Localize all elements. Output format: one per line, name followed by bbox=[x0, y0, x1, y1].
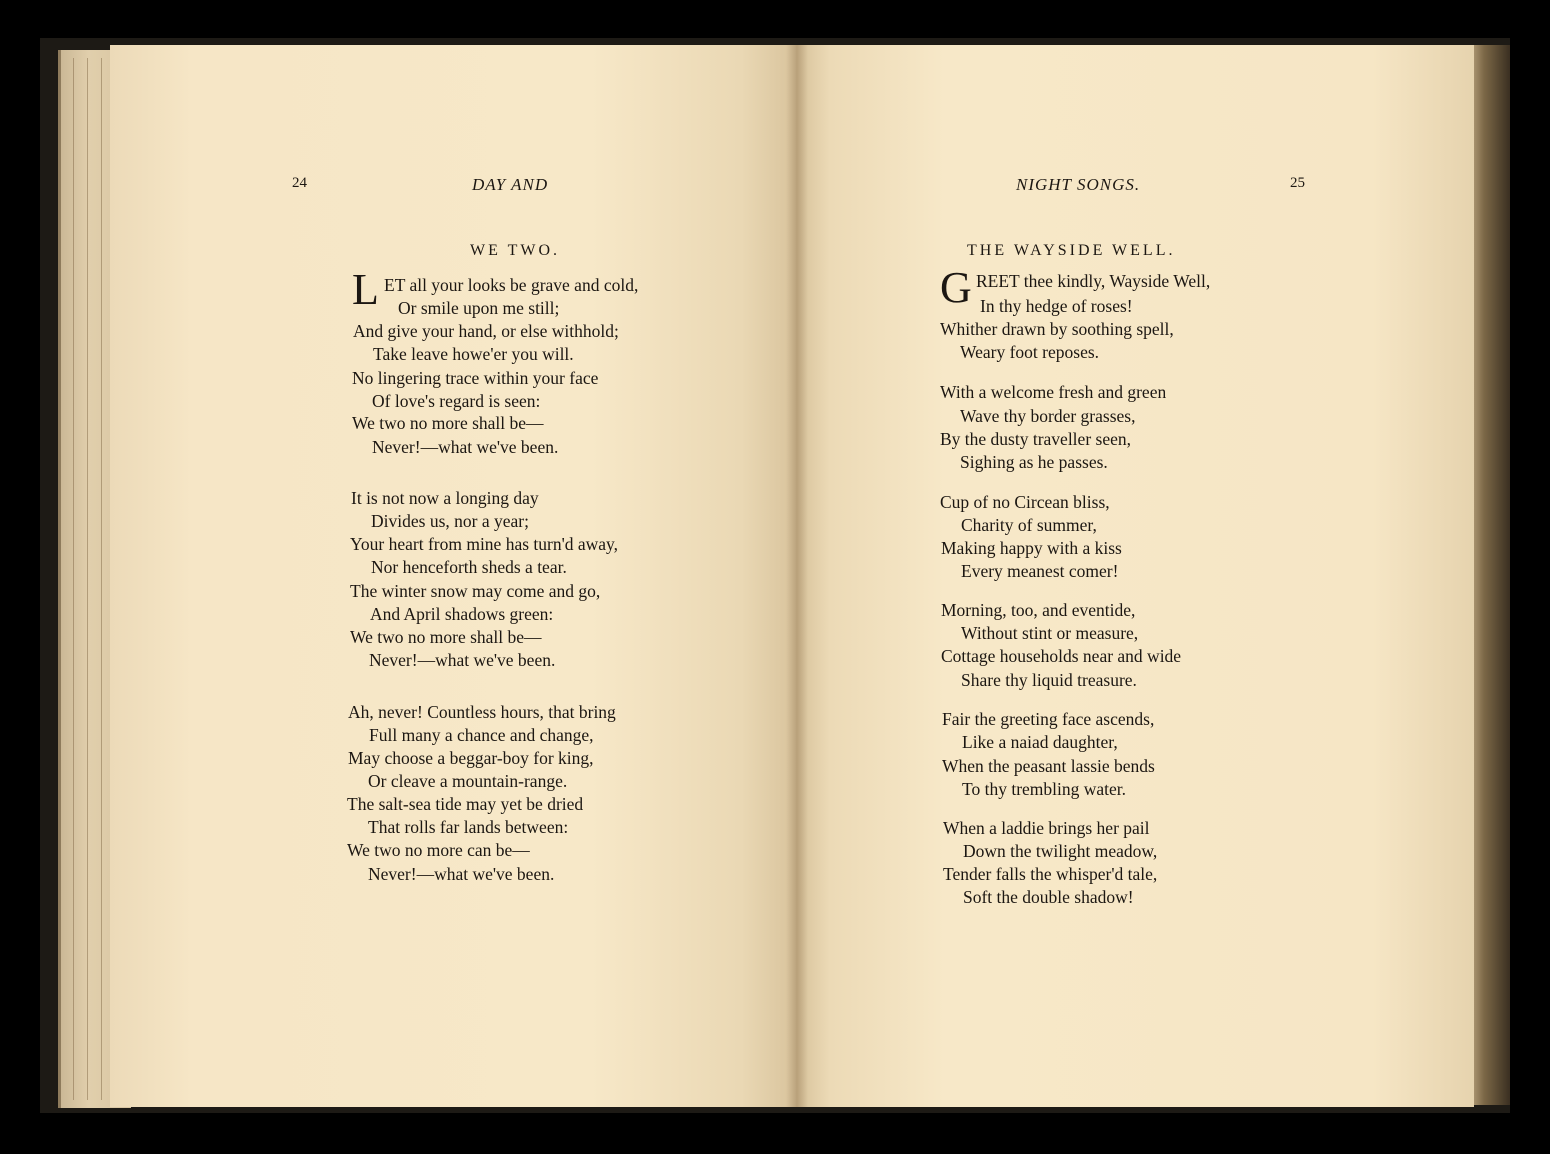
poem-line: Weary foot reposes. bbox=[960, 342, 1100, 362]
poem-line: The salt-sea tide may yet be dried bbox=[347, 794, 584, 814]
poem-line: Making happy with a kiss bbox=[941, 538, 1122, 558]
poem-line: Take leave howe'er you will. bbox=[373, 344, 574, 364]
poem-line: Share thy liquid treasure. bbox=[961, 670, 1137, 690]
poem-line: Charity of summer, bbox=[961, 515, 1097, 535]
page-edge-line bbox=[87, 58, 88, 1100]
page-edge-line bbox=[101, 58, 102, 1100]
poem-line: Whither drawn by soothing spell, bbox=[940, 319, 1174, 339]
poem-line: Nor henceforth sheds a tear. bbox=[371, 557, 567, 577]
book-gutter bbox=[786, 45, 808, 1107]
poem-line: Morning, too, and eventide, bbox=[941, 600, 1136, 620]
poem-line: To thy trembling water. bbox=[962, 779, 1127, 799]
poem-line: Without stint or measure, bbox=[961, 623, 1139, 643]
poem-line: And give your hand, or else withhold; bbox=[353, 321, 619, 341]
page-edge-line bbox=[73, 58, 74, 1100]
poem-line: Ah, never! Countless hours, that bring bbox=[348, 702, 616, 722]
poem-line: Cup of no Circean bliss, bbox=[940, 492, 1110, 512]
page-number: 25 bbox=[1290, 175, 1305, 191]
poem-title: THE WAYSIDE WELL. bbox=[967, 242, 1176, 259]
poem-line: We two no more can be— bbox=[347, 840, 530, 860]
poem-line: We two no more shall be— bbox=[352, 413, 544, 433]
drop-cap: G bbox=[940, 263, 972, 312]
poem-line: Sighing as he passes. bbox=[960, 452, 1108, 472]
poem-line: Never!—what we've been. bbox=[372, 437, 559, 457]
poem-line: When a laddie brings her pail bbox=[943, 818, 1150, 838]
poem-line: Full many a chance and change, bbox=[369, 725, 594, 745]
poem-line: ET all your looks be grave and cold, bbox=[384, 275, 639, 295]
right-page bbox=[796, 45, 1474, 1107]
poem-line: Like a naiad daughter, bbox=[962, 732, 1118, 752]
right-page-edges bbox=[1470, 45, 1510, 1105]
poem-line: Cottage households near and wide bbox=[941, 646, 1182, 666]
poem-line: That rolls far lands between: bbox=[368, 817, 569, 837]
poem-line: Divides us, nor a year; bbox=[371, 511, 529, 531]
poem-line: Or cleave a mountain-range. bbox=[368, 771, 568, 791]
running-head: DAY AND bbox=[472, 175, 549, 194]
poem-line: Wave thy border grasses, bbox=[960, 406, 1136, 426]
drop-cap: L bbox=[352, 265, 379, 314]
running-head: NIGHT SONGS. bbox=[1016, 175, 1141, 194]
page-number: 24 bbox=[292, 175, 307, 191]
poem-line: Soft the double shadow! bbox=[963, 887, 1134, 907]
poem-line: Never!—what we've been. bbox=[368, 864, 555, 884]
poem-line: In thy hedge of roses! bbox=[980, 296, 1133, 316]
poem-line: With a welcome fresh and green bbox=[940, 382, 1167, 402]
poem-line: Fair the greeting face ascends, bbox=[942, 709, 1155, 729]
poem-line: Of love's regard is seen: bbox=[372, 391, 541, 411]
poem-line: It is not now a longing day bbox=[351, 488, 539, 508]
poem-line: By the dusty traveller seen, bbox=[940, 429, 1131, 449]
poem-line: Down the twilight meadow, bbox=[963, 841, 1158, 861]
poem-line: The winter snow may come and go, bbox=[350, 581, 601, 601]
poem-line: Or smile upon me still; bbox=[398, 298, 560, 318]
poem-line: No lingering trace within your face bbox=[352, 368, 599, 388]
poem-line: Never!—what we've been. bbox=[369, 650, 556, 670]
poem-line: We two no more shall be— bbox=[350, 627, 542, 647]
poem-line: Every meanest comer! bbox=[961, 561, 1119, 581]
poem-line: Tender falls the whisper'd tale, bbox=[943, 864, 1158, 884]
poem-line: And April shadows green: bbox=[370, 604, 554, 624]
poem-title: WE TWO. bbox=[470, 242, 561, 259]
poem-line: REET thee kindly, Wayside Well, bbox=[976, 271, 1211, 291]
poem-line: When the peasant lassie bends bbox=[942, 756, 1155, 776]
poem-line: Your heart from mine has turn'd away, bbox=[350, 534, 619, 554]
poem-line: May choose a beggar-boy for king, bbox=[348, 748, 594, 768]
